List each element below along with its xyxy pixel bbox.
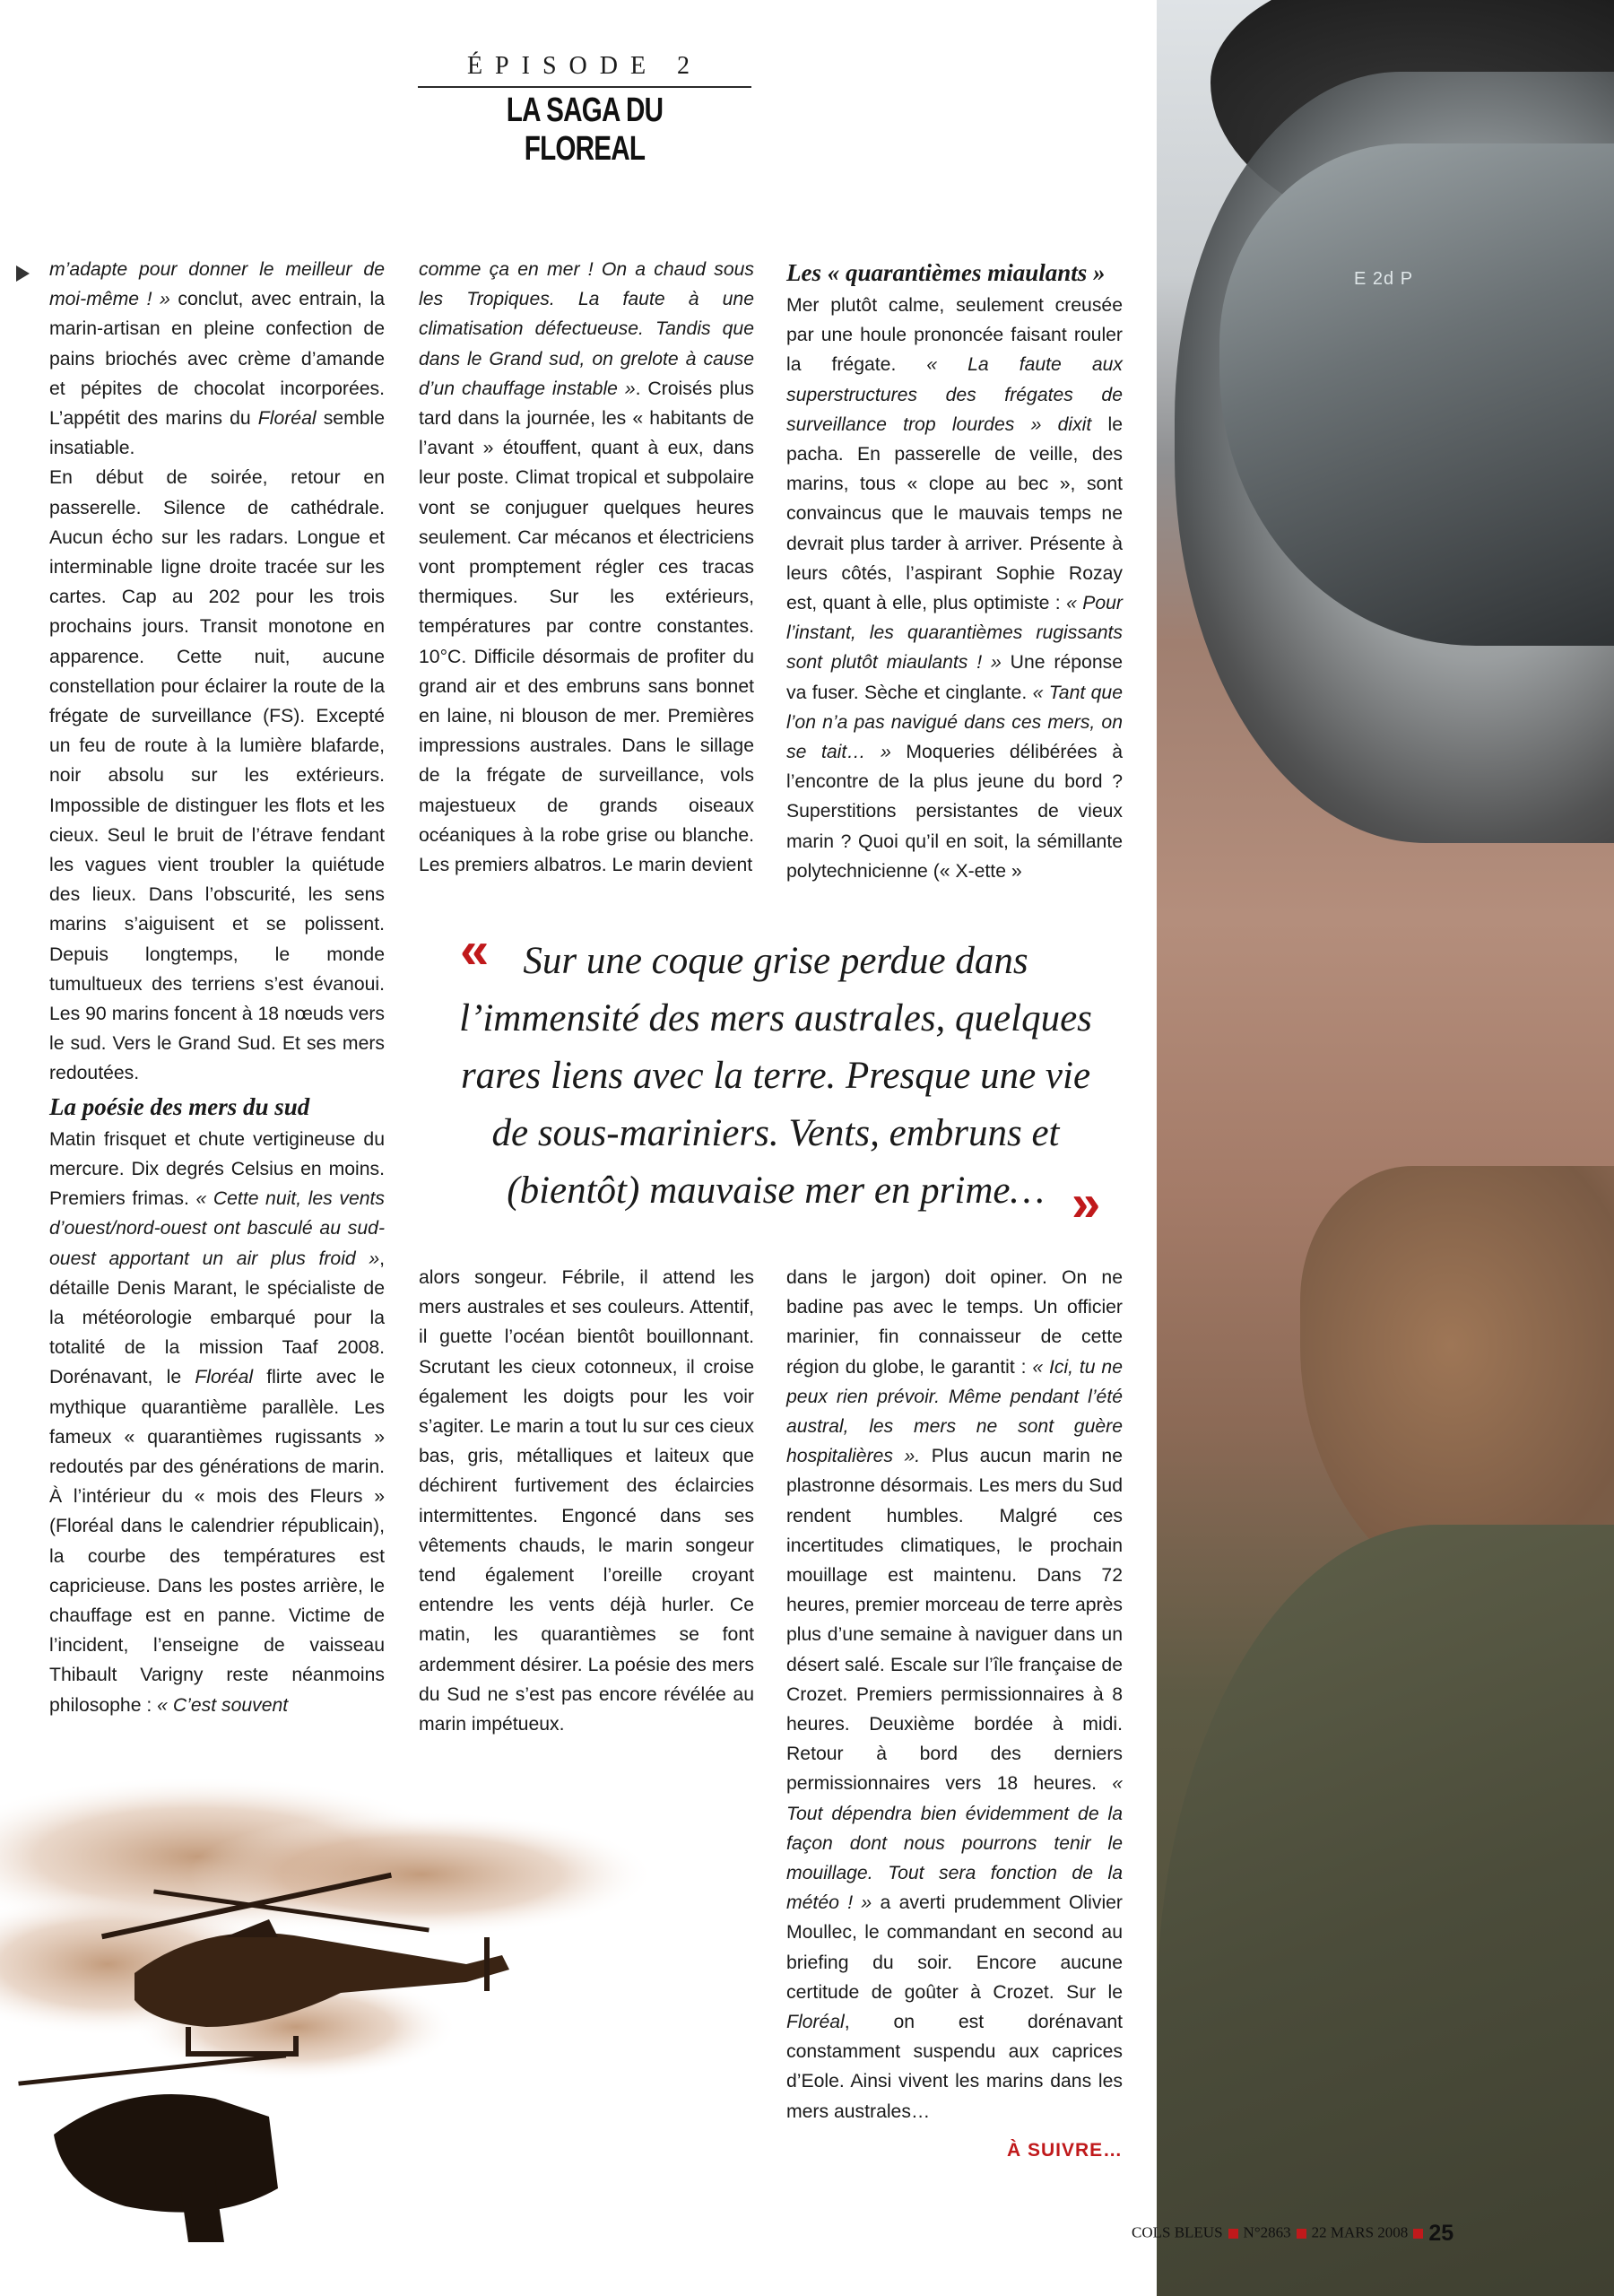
paragraph [49, 255, 385, 463]
column-2-top [419, 255, 754, 880]
episode-label: ÉPISODE 2 [466, 52, 703, 80]
continue-label: À SUIVRE… [1007, 2140, 1124, 2161]
page-footer [1132, 2221, 1453, 2247]
column-1 [49, 255, 385, 1720]
body-text: flirte avec le mythique quarantième parallèle. Les fameux « quarantièmes rugissants » redoutés par des générations de marin. À l’intérieur du « mois des Fleurs » (Floréal dans le calendrier républicain), la courbe des températures est capricieuse. Dans les postes arrière, le chauffage est en panne. Victime de l’incident, l’enseigne de vaisseau Thibault Varigny reste néanmoins philosophe : [49, 1367, 385, 1716]
paragraph [786, 291, 1123, 886]
quote-text: m’adapte pour donner le meilleur de moi-même ! » [49, 259, 385, 310]
paragraph: alors songeur. Fébrile, il attend les mers australes et ses couleurs. Attentif, il guette l’océan bientôt bouillonnant. Scrutant les cieux cotonneux, il croise également les doigts pour les voir s’agiter. Le marin a tout lu sur ces cieux bas, gris, métalliques et laiteux que déchirent furtivement des éclaircies intermittentes. Engoncé dans ses vêtements chauds, le marin songeur tend également l’oreille croyant entendre les vents déjà hurler. Ce matin, les quarantièmes se font ardemment désirer. La poésie des mers du Sud ne s’est pas encore révélée au marin impétueux. [419, 1267, 754, 1735]
quote-text: « Ici, tu ne peux rien prévoir. Même pendant l’été austral, les mers ne sont guère hospitalières ». [786, 1356, 1123, 1467]
magazine-name: COLS BLEUS [1132, 2223, 1223, 2241]
section-heading: La poésie des mers du sud [49, 1092, 310, 1120]
body-text: Mer plutôt calme, seulement creusée par une houle prononcée faisant rouler la frégate. [786, 295, 1123, 376]
goggle-marking: E 2d P [1354, 269, 1414, 289]
body-text: Matin frisquet et chute vertigineuse du mercure. Dix degrés Celsius en moins. Premiers frimas. [49, 1128, 385, 1210]
collar-shape [1157, 1525, 1614, 2296]
portrait-photo [1157, 0, 1614, 2296]
issue-number: N°2863 [1243, 2223, 1291, 2241]
quote-text: « Cette nuit, les vents d’ouest/nord-ouest ont basculé au sud-ouest apportant un air plus froid » [49, 1188, 385, 1269]
body-text: , on est dorénavant constamment suspendu aux caprices d’Eole. Ainsi vivent les marins dans les mers australes… [786, 2012, 1123, 2122]
body-text: Moqueries délibérées à l’encontre de la plus jeune du bord ? Superstitions persistantes de vieux marin ? Quoi qu’il en soit, la sémillante polytechnicienne (« X-ette » [786, 742, 1123, 882]
helicopter-illustration [0, 1758, 753, 2260]
paragraph [419, 255, 754, 880]
body-text: le pacha. En passerelle de veille, des marins, tous « clope au bec », sont convaincus que le mauvais temps ne devrait plus tarder à arriver. Présente à leurs côtés, l’aspirant Sophie Rozay est, quant à elle, plus optimiste : [786, 413, 1123, 614]
paragraph [49, 1125, 385, 1720]
paragraph [786, 1263, 1123, 2126]
quote-text: « Tout dépendra bien évidemment de la façon dont nous pourrons tenir le mouillage. Tout sera fonction de la météo ! » [786, 1773, 1123, 1914]
separator-square-icon [1413, 2229, 1423, 2239]
issue-date: 22 MARS 2008 [1311, 2223, 1409, 2241]
section-heading: Les « quarantièmes miaulants » [786, 259, 1106, 286]
page-header [418, 52, 751, 169]
column-3-top [786, 255, 1123, 886]
quote-text: « Pour l’instant, les quarantièmes rugissants sont plutôt miaulants ! » [786, 593, 1123, 674]
separator-square-icon [1297, 2229, 1306, 2239]
body-text: semble insatiable. [49, 408, 385, 459]
body-text: Une réponse va fuser. Sèche et cinglante. [786, 652, 1123, 703]
ship-name: Floréal [195, 1367, 254, 1388]
quote-text: « C’est souvent [157, 1694, 289, 1716]
continuation-arrow-icon [16, 265, 30, 282]
body-text: . Croisés plus tard dans la journée, les « habitants de l’avant » étouffent, quant à eux, dans leur poste. Climat tropical et subpolaire vont se conjuguer quelques heures seulement. Car mécanos et électriciens vont promptement régler ces tracas thermiques. Sur les extérieurs, températures par contre constantes. 10°C. Difficile désormais de profiter du grand air et des embruns sans bonnet en laine, ni blouson de mer. Premières impressions australes. Dans le sillage de la frégate de surveillance, vols majestueux de grands oiseaux océaniques à la robe grise ou blanche. Les premiers albatros. Le marin devient [419, 378, 754, 876]
header-rule [418, 86, 751, 88]
ship-name: Floréal [257, 408, 317, 430]
quote-text: comme ça en mer ! On a chaud sous les Tropiques. La faute à une climatisation défectueuse. Tandis que dans le Grand sud, on grelote à cause d’un chauffage instable » [419, 259, 754, 399]
pullquote-close-mark: » [1072, 1174, 1101, 1232]
quote-text: « Tant que l’on n’a pas navigué dans ces mers, on se tait… » [786, 682, 1123, 763]
page-number: 25 [1428, 2221, 1454, 2246]
column-2-bottom [419, 1263, 754, 1739]
ship-name: Floréal [786, 2012, 845, 2033]
body-text: Plus aucun marin ne plastronne désormais. Les mers du Sud rendent humbles. Malgré ces incertitudes climatiques, le prochain mouillage est maintenu. Dans 72 heures, premier morceau de terre après plus d’une semaine à naviguer dans un désert salé. Escale sur l’île française de Crozet. Premiers permissionnaires à 8 heures. Deuxième bordée à midi. Retour à bord des derniers permissionnaires vers 18 heures. [786, 1446, 1123, 1795]
dust-cloud [188, 1812, 655, 1937]
pullquote-open-mark: « [460, 921, 490, 979]
body-text: , détaille Denis Marant, le spécialiste de la météorologie embarqué pour la totalité de la mission Taaf 2008. Dorénavant, le [49, 1248, 385, 1388]
body-text: conclut, avec entrain, la marin-artisan en pleine confection de pains briochés avec crème d’amande et pépites de chocolat incorporées. L’appétit des marins du [49, 289, 385, 430]
separator-square-icon [1228, 2229, 1238, 2239]
paragraph: En début de soirée, retour en passerelle. Silence de cathédrale. Aucun écho sur les radars. Longue et interminable ligne droite tracée sur les cartes. Cap au 202 pour les trois prochains jours. Transit monotone en apparence. Cette nuit, aucune constellation pour éclairer la route de la frégate de surveillance (FS). Excepté un feu de route à la lumière blafarde, noir absolu sur les extérieurs. Impossible de distinguer les flots et les cieux. Seul le bruit de l’étrave fendant les vagues vient troubler la quiétude des lieux. Dans l’obscurité, les sens marins s’aiguisent et se polissent. Depuis longtemps, le monde tumultueux des terriens s’est évanoui. Les 90 marins foncent à 18 nœuds vers le sud. Vers le Grand Sud. Et ses mers redoutées. [49, 467, 385, 1084]
quote-text: « La faute aux superstructures des frégates de surveillance trop lourdes » dixit [786, 354, 1124, 435]
body-text: a averti prudemment Olivier Moullec, le commandant en second au briefing du soir. Encore aucune certitude de goûter à Crozet. Sur le [786, 1892, 1123, 2003]
series-title: LA SAGA DU FLOREAL [506, 91, 664, 168]
body-text: dans le jargon) doit opiner. On ne badine pas avec le temps. Un officier marinier, fin connaisseur de cette région du globe, le garantit : [786, 1267, 1123, 1378]
pullquote: Sur une coque grise perdue dans l’immensité des mers australes, quelques rares liens avec la terre. Presque une vie de sous-mariniers. Vents, embruns et (bientôt) mauvaise mer en prime… [459, 940, 1092, 1212]
column-3-bottom [786, 1263, 1123, 2126]
